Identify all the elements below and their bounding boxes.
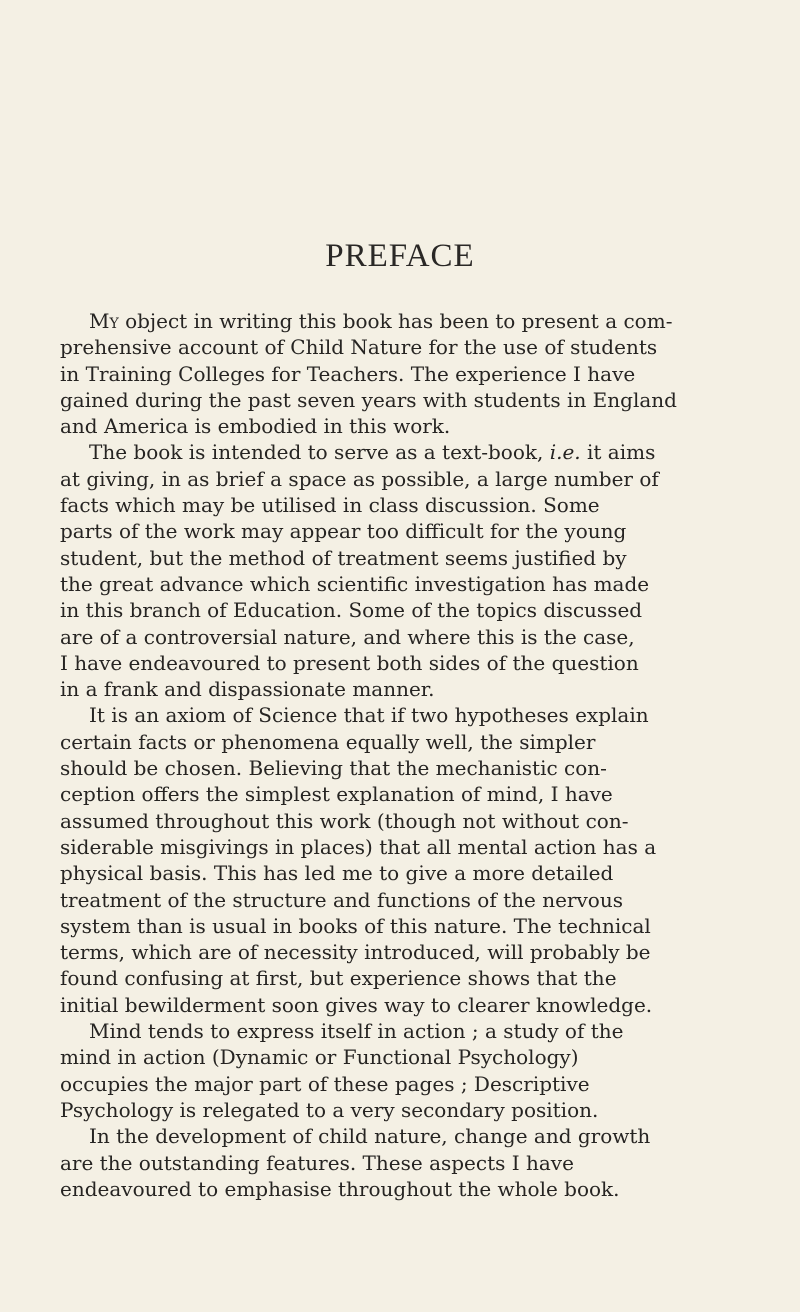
preface-body — [60, 308, 740, 1202]
text-line — [60, 1097, 740, 1123]
text-line — [60, 650, 740, 676]
text-line — [60, 1018, 740, 1044]
line-text: initial bewilderment soon gives way to clearer knowledge. — [60, 992, 653, 1017]
text-line — [60, 624, 740, 650]
text-line — [60, 1044, 740, 1070]
line-text: In the development of child nature, change and growth — [89, 1124, 651, 1149]
line-text: facts which may be utilised in class discussion. Some — [60, 493, 600, 518]
text-line — [60, 387, 740, 413]
line-text: system than is usual in books of this nature. The technical — [60, 913, 651, 938]
text-line — [60, 913, 740, 939]
line-text: student, but the method of treatment seems justified by — [60, 545, 627, 570]
paragraph — [60, 702, 740, 1018]
line-text: The book is intended to serve as a text-book, — [89, 440, 550, 465]
text-line — [60, 571, 740, 597]
text-line — [60, 781, 740, 807]
line-text: at giving, in as brief a space as possible, a large number of — [60, 466, 659, 491]
line-text: terms, which are of necessity introduced, will probably be — [60, 940, 651, 965]
line-text: siderable misgivings in places) that all mental action has a — [60, 834, 657, 859]
line-text: parts of the work may appear too difficult for the young — [60, 519, 627, 544]
text-line — [60, 439, 740, 465]
line-text: found confusing at first, but experience shows that the — [60, 966, 617, 991]
text-line — [60, 808, 740, 834]
line-text: ception offers the simplest explanation of mind, I have — [60, 782, 613, 807]
line-text: object in writing this book has been to present a com- — [118, 309, 673, 333]
text-line — [60, 361, 740, 387]
text-line — [60, 545, 740, 571]
line-text: are the outstanding features. These aspects I have — [60, 1150, 574, 1175]
line-text: It is an axiom of Science that if two hypotheses explain — [89, 703, 649, 728]
line-text-rest: it aims — [580, 440, 656, 465]
line-text: are of a controversial nature, and where this is the case, — [60, 624, 635, 649]
text-line — [60, 939, 740, 965]
line-text: in this branch of Education. Some of the topics discussed — [60, 598, 643, 623]
text-line — [60, 308, 740, 334]
text-line — [60, 834, 740, 860]
small-caps-lead: My — [89, 309, 119, 333]
line-text: and America is embodied in this work. — [60, 414, 451, 439]
line-text: certain facts or phenomena equally well, the simpler — [60, 729, 596, 754]
text-line — [60, 334, 740, 360]
line-text: should be chosen. Believing that the mechanistic con- — [60, 756, 607, 781]
paragraph — [60, 439, 740, 702]
paragraph — [60, 1018, 740, 1123]
text-line — [60, 1150, 740, 1176]
text-line — [60, 860, 740, 886]
text-line — [60, 413, 740, 439]
text-line — [60, 887, 740, 913]
text-line — [60, 492, 740, 518]
line-text: in a frank and dispassionate manner. — [60, 677, 435, 702]
paragraph — [60, 308, 740, 439]
paragraph — [60, 1123, 740, 1202]
text-line — [60, 518, 740, 544]
text-line — [60, 597, 740, 623]
line-text: the great advance which scientific investigation has made — [60, 571, 650, 596]
line-text: I have endeavoured to present both sides of the question — [60, 650, 639, 675]
text-line — [60, 965, 740, 991]
text-line — [60, 1176, 740, 1202]
line-text: in Training Colleges for Teachers. The experience I have — [60, 361, 636, 386]
text-line — [60, 755, 740, 781]
line-text: Psychology is relegated to a very secondary position. — [60, 1097, 599, 1122]
text-line — [60, 729, 740, 755]
text-line — [60, 1123, 740, 1149]
line-text: prehensive account of Child Nature for the use of students — [60, 335, 658, 360]
page-title: PREFACE — [325, 238, 475, 274]
line-text: assumed throughout this work (though not without con- — [60, 808, 629, 833]
text-line — [60, 466, 740, 492]
line-text: endeavoured to emphasise throughout the whole book. — [60, 1176, 620, 1201]
italic-abbreviation: i.e. — [549, 440, 581, 465]
line-text: treatment of the structure and functions of the nervous — [60, 887, 623, 912]
line-text: gained during the past seven years with students in England — [60, 387, 677, 412]
line-text: Mind tends to express itself in action ; a study of the — [89, 1019, 624, 1044]
line-text: occupies the major part of these pages ; Descriptive — [60, 1071, 590, 1096]
text-line — [60, 702, 740, 728]
text-line — [60, 676, 740, 702]
line-text: physical basis. This has led me to give a more detailed — [60, 861, 614, 886]
text-line — [60, 992, 740, 1018]
line-text: mind in action (Dynamic or Functional Psychology) — [60, 1045, 579, 1070]
text-line — [60, 1071, 740, 1097]
